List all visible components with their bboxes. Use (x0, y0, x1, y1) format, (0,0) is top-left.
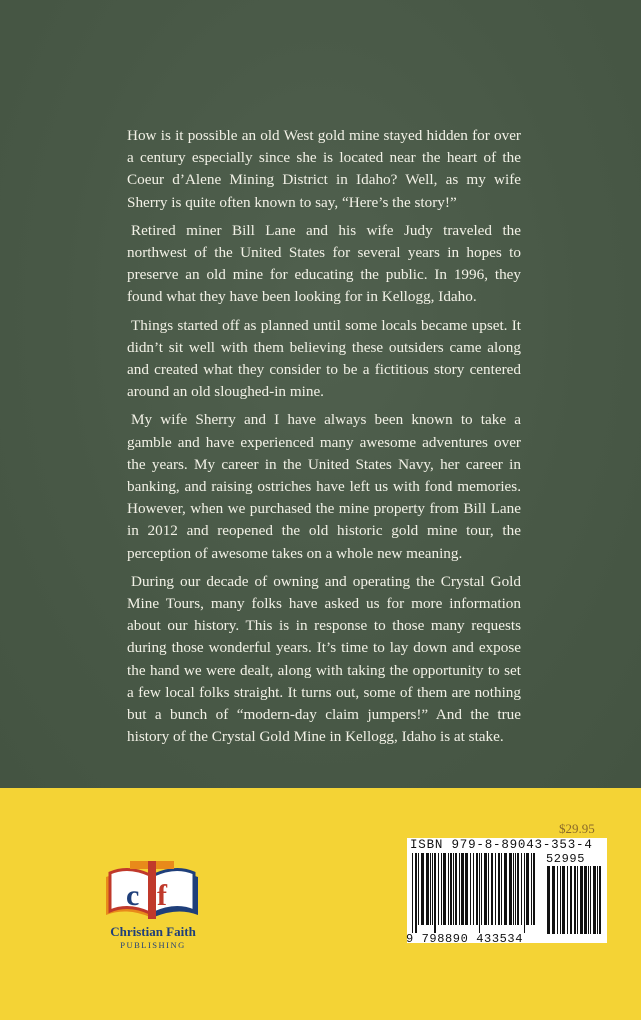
barcode-bar (418, 853, 419, 925)
isbn-label: ISBN 979-8-89043-353-4 (410, 838, 593, 852)
barcode-bar (470, 853, 471, 925)
barcode-bar (453, 853, 454, 925)
barcode-bar (455, 853, 457, 925)
barcode-bar (509, 853, 512, 925)
barcode-bar (465, 853, 468, 925)
barcode-digits: 9 798890 433534 (406, 932, 524, 946)
barcode-bar (531, 853, 532, 925)
barcode-bar (577, 866, 578, 934)
svg-text:f: f (157, 879, 167, 912)
barcode-bar (521, 853, 522, 925)
barcode-bar (479, 853, 480, 933)
blurb-paragraph-5: During our decade of owning and operating the Crystal Gold Mine Tours, many folks have asked us for more information about our history. This is in response to those many requests during those wonderful years. It’s time to lay down and expose the hand we were dealt, along with taking the opportunity to set a few local folks straight. It turns out, some of them are nothing but a bunch of “modern-day claim jumpers!” And the true history of the Crystal Gold Mine in Kellogg, Idaho is at stake. (127, 572, 521, 746)
barcode-bar (495, 853, 496, 925)
barcode-bar (432, 853, 433, 925)
barcode-bar (448, 853, 449, 925)
barcode-bar (476, 853, 478, 925)
price-label: $29.95 (559, 821, 595, 836)
barcode-bar (412, 853, 413, 933)
barcode-bar (473, 853, 474, 925)
barcode-bar (488, 853, 489, 925)
blurb-paragraph-2: Retired miner Bill Lane and his wife Judy traveled the northwest of the United States for several years in hopes to preserve an old mine for educating the public. In 1996, they found what they have been looking for in Kellogg, Idaho. (127, 221, 521, 306)
barcode-bar (491, 853, 493, 925)
barcode-bar (524, 853, 525, 933)
barcode-bar (461, 853, 464, 925)
barcode-bar (599, 866, 601, 934)
barcode-bar (498, 853, 500, 925)
barcode-bar (441, 853, 442, 925)
barcode-bar (533, 853, 535, 925)
barcode-bar (426, 853, 429, 925)
barcode-bar (574, 866, 576, 934)
barcode-bar (481, 853, 482, 925)
barcode-bar (501, 853, 502, 925)
back-cover-blurb (127, 125, 521, 754)
publisher-wordmark (94, 924, 212, 951)
barcode-bar (459, 853, 460, 925)
barcode-bar (597, 866, 598, 934)
barcode-bar (430, 853, 431, 925)
publisher-sub: PUBLISHING (120, 940, 186, 950)
barcode-bar (588, 866, 589, 934)
barcode-bar (434, 853, 436, 933)
barcode-bar (421, 853, 424, 925)
barcode-bar (560, 866, 561, 934)
blurb-paragraph-4: My wife Sherry and I have always been known to take a gamble and have experienced many awesome adventures over the years. My career in the United States Navy, her career in banking, and raising ostriches have left us with fond memories. However, when we purchased the mine property from Bill Lane in 2012 and reopened the old historic gold mine tour, the perception of awesome takes on a whole new meaning. (127, 411, 521, 562)
blurb-paragraph-1: How is it possible an old West gold mine stayed hidden for over a century especially since she is located near the heart of the Coeur d’Alene Mining District in Idaho? Well, as my wife Sherry is quite often known to say, “Here’s the story!” (127, 127, 521, 211)
barcode-addon-digits: 52995 (546, 852, 586, 866)
barcode-bar (515, 853, 516, 925)
barcode-bar (513, 853, 514, 925)
barcode-bar (580, 866, 583, 934)
barcode-bar (570, 866, 572, 934)
svg-text:c: c (126, 879, 140, 912)
barcode-bar (450, 853, 452, 925)
barcode-bar (517, 853, 519, 925)
barcode-main-icon (411, 853, 537, 933)
barcode-addon-icon (546, 866, 602, 942)
publisher-name: Christian Faith (110, 924, 196, 939)
barcode-bar (552, 866, 555, 934)
barcode-bar (562, 866, 565, 934)
barcode-bar (484, 853, 487, 925)
barcode-bar (438, 853, 439, 925)
blurb-paragraph-3: Things started off as planned until some locals became upset. It didn’t sit well with them believing these outsiders came along and created what they consider to be a fictitious story centered around an old sloughed-in mine. (127, 316, 521, 401)
barcode-bar (557, 866, 558, 934)
barcode-bar (584, 866, 587, 934)
barcode-bar (415, 853, 417, 933)
barcode-bar (590, 866, 591, 934)
barcode-bar (443, 853, 446, 925)
barcode-bar (567, 866, 568, 934)
barcode-bar (526, 853, 529, 925)
barcode-bar (593, 866, 596, 934)
barcode-bar (504, 853, 507, 925)
barcode-bar (547, 866, 550, 934)
